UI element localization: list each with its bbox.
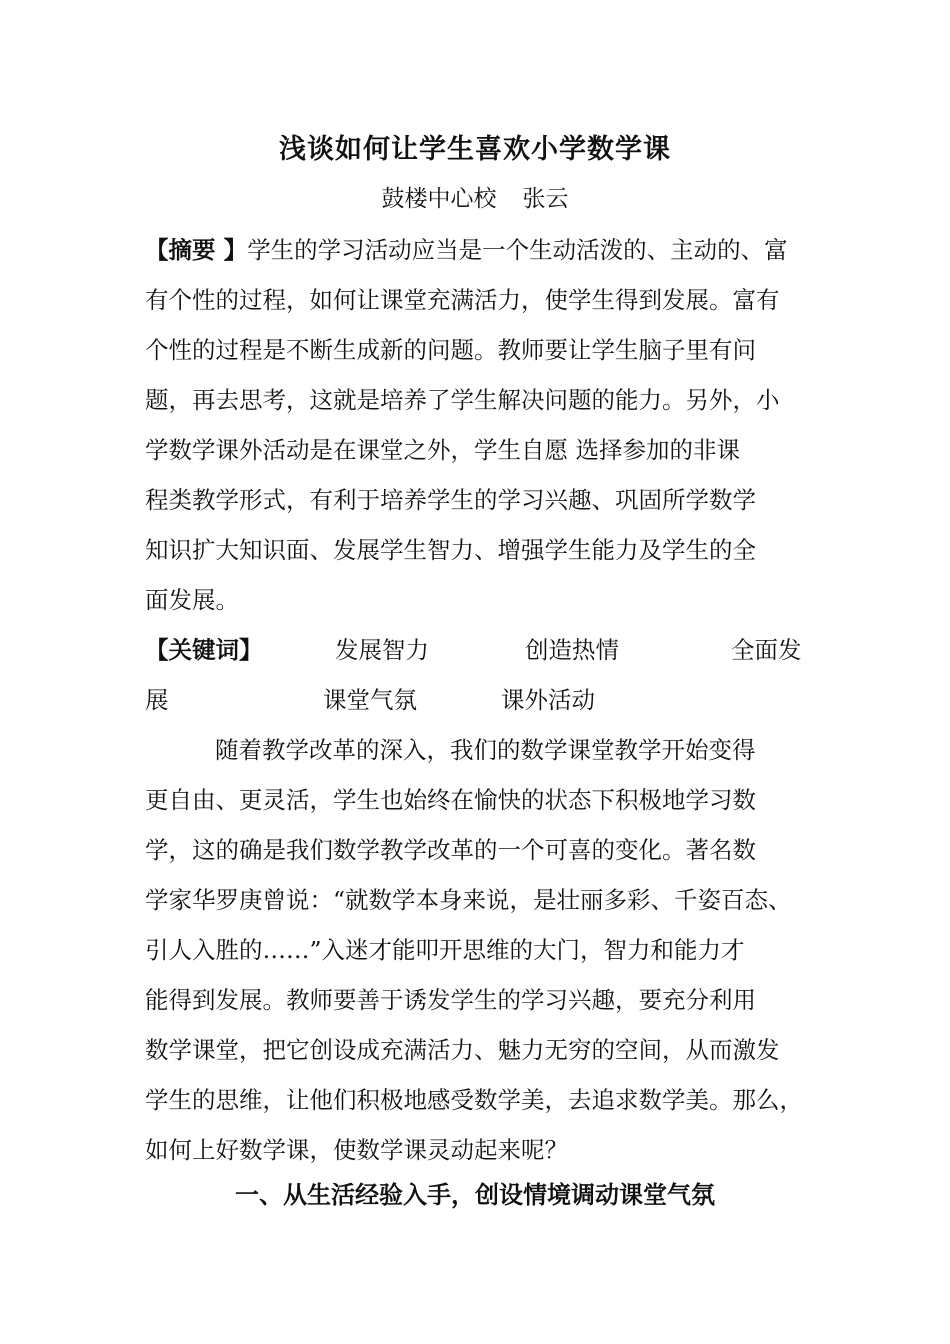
abstract-line-5: 学数学课外活动是在课堂之外，学生自愿 选择参加的非课 — [145, 436, 740, 464]
abstract-label: 【摘要 】 — [145, 236, 248, 264]
body-line-8: 学生的思维，让他们积极地感受数学美，去追求数学美。那么， — [145, 1086, 803, 1114]
keyword-item: 发展智力 — [335, 636, 429, 664]
keywords-line-2 — [145, 682, 825, 718]
body-line-4: 学家华罗庚曾说：“就数学本身来说，是壮丽多彩、千姿百态、 — [145, 886, 792, 914]
keywords-line-1 — [145, 632, 825, 668]
body-line-3: 学，这的确是我们数学教学改革的一个可喜的变化。著名数 — [145, 836, 756, 864]
body-line-6: 能得到发展。教师要善于诱发学生的学习兴趣，要充分利用 — [145, 986, 756, 1014]
author-school: 鼓楼中心校 — [381, 186, 497, 212]
author-name: 张云 — [522, 186, 569, 212]
document-title: 浅谈如何让学生喜欢小学数学课 — [279, 134, 671, 165]
keywords-label: 【关键词】 — [145, 636, 263, 664]
keyword-item: 全面发 — [731, 636, 802, 664]
body-line-5: 引人入胜的……”入迷才能叩开思维的大门，智力和能力才 — [145, 936, 745, 964]
abstract-line-6: 程类教学形式，有利于培养学生的学习兴趣、巩固所学数学 — [145, 486, 756, 514]
section-heading: 一、从生活经验入手，创设情境调动课堂气氛 — [235, 1181, 715, 1209]
body-line-2: 更自由、更灵活，学生也始终在愉快的状态下积极地学习数 — [145, 786, 756, 814]
abstract-line-8: 面发展。 — [145, 586, 239, 614]
keyword-item: 课堂气氛 — [323, 686, 417, 714]
keyword-item: 展 — [145, 686, 169, 714]
abstract-line-7: 知识扩大知识面、发展学生智力、增强学生能力及学生的全 — [145, 536, 756, 564]
keyword-item: 创造热情 — [525, 636, 619, 664]
abstract-text: 学生的学习活动应当是一个生动活泼的、主动的、富 — [247, 236, 788, 264]
keyword-item: 课外活动 — [501, 686, 595, 714]
author-line — [0, 182, 950, 216]
abstract-line-4: 题，再去思考，这就是培养了学生解决问题的能力。另外，小 — [145, 386, 780, 414]
abstract-line-3: 个性的过程是不断生成新的问题。教师要让学生脑子里有问 — [145, 336, 756, 364]
body-line-9: 如何上好数学课，使数学课灵动起来呢？ — [145, 1136, 568, 1164]
abstract-line-1 — [145, 232, 825, 268]
abstract-line-2: 有个性的过程，如何让课堂充满活力，使学生得到发展。富有 — [145, 286, 780, 314]
body-line-1: 随着教学改革的深入，我们的数学课堂教学开始变得 — [215, 736, 756, 764]
body-line-7: 数学课堂，把它创设成充满活力、魅力无穷的空间，从而激发 — [145, 1036, 780, 1064]
